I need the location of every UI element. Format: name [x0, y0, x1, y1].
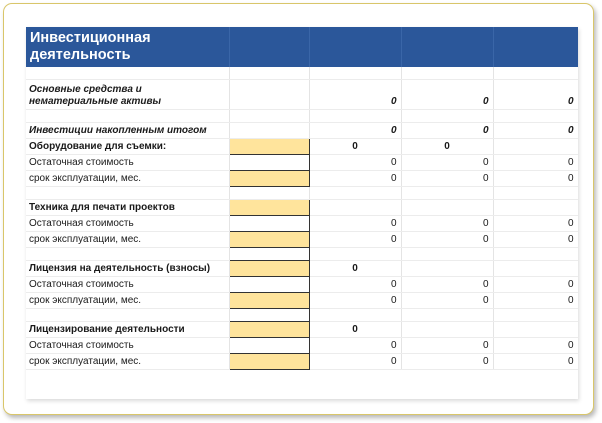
- value-cell: 0: [401, 338, 493, 354]
- value-cell: 0: [401, 293, 493, 309]
- input-cell[interactable]: [229, 171, 309, 187]
- investment-table: [26, 27, 578, 370]
- empty-cell: [26, 110, 229, 123]
- empty-cell: [229, 187, 309, 200]
- row-label: срок эксплуатации, мес.: [26, 232, 229, 248]
- value-cell: 0: [493, 293, 578, 309]
- empty-cell: [309, 309, 401, 322]
- row-label: Остаточная стоимость: [26, 155, 229, 171]
- value-cell: 0: [493, 277, 578, 293]
- input-cell[interactable]: [229, 200, 309, 216]
- spacer-row: [26, 110, 578, 123]
- spacer-row: [26, 309, 578, 322]
- empty-cell: [309, 67, 401, 80]
- value-cell: [309, 200, 401, 216]
- empty-cell: [401, 187, 493, 200]
- spacer-row: [26, 248, 578, 261]
- input-cell[interactable]: [229, 338, 309, 354]
- row-label: Остаточная стоимость: [26, 216, 229, 232]
- row-label: Техника для печати проектов: [26, 200, 229, 216]
- empty-cell[interactable]: [229, 248, 309, 261]
- table-row: [26, 123, 578, 139]
- value-cell: 0: [309, 322, 401, 338]
- input-cell[interactable]: [229, 139, 309, 155]
- table-row: [26, 261, 578, 277]
- value-cell: 0: [401, 354, 493, 370]
- row-label: Инвестиции накопленным итогом: [26, 123, 229, 139]
- empty-cell: [493, 248, 578, 261]
- value-cell: 0: [493, 354, 578, 370]
- input-cell[interactable]: [229, 216, 309, 232]
- input-cell[interactable]: [229, 155, 309, 171]
- value-cell: 0: [309, 80, 401, 110]
- empty-cell: [401, 309, 493, 322]
- value-cell: [401, 322, 493, 338]
- empty-cell: [26, 248, 229, 261]
- table-row: [26, 322, 578, 338]
- input-cell[interactable]: [229, 293, 309, 309]
- row-label: Лицензирование деятельности: [26, 322, 229, 338]
- value-cell: [401, 200, 493, 216]
- empty-cell: [229, 110, 309, 123]
- table-row: [26, 80, 578, 110]
- empty-cell: [493, 309, 578, 322]
- empty-cell: [493, 110, 578, 123]
- row-label: срок эксплуатации, мес.: [26, 293, 229, 309]
- input-cell[interactable]: [229, 261, 309, 277]
- input-cell[interactable]: [229, 354, 309, 370]
- value-cell: 0: [493, 338, 578, 354]
- sheet-title: Инвестиционная деятельность: [26, 27, 229, 67]
- header-row: [26, 27, 578, 67]
- value-cell: 0: [401, 123, 493, 139]
- value-cell: 0: [309, 354, 401, 370]
- table-row: [26, 139, 578, 155]
- value-cell: 0: [309, 123, 401, 139]
- spreadsheet: [26, 27, 578, 399]
- row-label: срок эксплуатации, мес.: [26, 354, 229, 370]
- table-row: [26, 338, 578, 354]
- value-cell: 0: [309, 155, 401, 171]
- empty-cell: [309, 248, 401, 261]
- value-cell: 0: [493, 171, 578, 187]
- value-cell: 0: [401, 139, 493, 155]
- spacer-row: [26, 67, 578, 80]
- empty-cell: [401, 67, 493, 80]
- header-cell: [309, 27, 401, 67]
- input-cell[interactable]: [229, 232, 309, 248]
- value-cell: 0: [309, 338, 401, 354]
- empty-cell: [26, 67, 229, 80]
- table-row: [26, 354, 578, 370]
- value-cell: [401, 261, 493, 277]
- value-cell: 0: [401, 232, 493, 248]
- value-cell: 0: [493, 232, 578, 248]
- value-cell: 0: [493, 80, 578, 110]
- spacer-row: [26, 187, 578, 200]
- row-label: Оборудование для съемки:: [26, 139, 229, 155]
- header-cell: [401, 27, 493, 67]
- empty-cell: [493, 67, 578, 80]
- empty-cell: [229, 80, 309, 110]
- empty-cell: [26, 187, 229, 200]
- value-cell: 0: [401, 155, 493, 171]
- empty-cell[interactable]: [229, 309, 309, 322]
- row-label: Остаточная стоимость: [26, 277, 229, 293]
- empty-cell: [309, 187, 401, 200]
- input-cell[interactable]: [229, 277, 309, 293]
- value-cell: 0: [493, 155, 578, 171]
- value-cell: 0: [493, 123, 578, 139]
- value-cell: 0: [309, 293, 401, 309]
- table-row: [26, 200, 578, 216]
- value-cell: [493, 261, 578, 277]
- value-cell: [493, 200, 578, 216]
- value-cell: [493, 322, 578, 338]
- table-row: [26, 155, 578, 171]
- table-row: [26, 232, 578, 248]
- window-frame: [3, 3, 594, 415]
- value-cell: 0: [401, 80, 493, 110]
- header-cell: [493, 27, 578, 67]
- value-cell: 0: [309, 277, 401, 293]
- value-cell: 0: [309, 261, 401, 277]
- row-label: срок эксплуатации, мес.: [26, 171, 229, 187]
- empty-cell: [26, 309, 229, 322]
- empty-cell: [229, 123, 309, 139]
- row-label: Основные средства и нематериальные активы: [26, 80, 229, 110]
- value-cell: 0: [401, 171, 493, 187]
- table-row: [26, 171, 578, 187]
- value-cell: 0: [309, 232, 401, 248]
- value-cell: 0: [309, 216, 401, 232]
- value-cell: [493, 139, 578, 155]
- empty-cell: [229, 67, 309, 80]
- empty-cell: [493, 187, 578, 200]
- table-row: [26, 216, 578, 232]
- empty-cell: [309, 110, 401, 123]
- value-cell: 0: [401, 216, 493, 232]
- row-label: Остаточная стоимость: [26, 338, 229, 354]
- empty-cell: [401, 110, 493, 123]
- table-row: [26, 277, 578, 293]
- header-cell: [229, 27, 309, 67]
- row-label: Лицензия на деятельность (взносы): [26, 261, 229, 277]
- value-cell: 0: [309, 139, 401, 155]
- value-cell: 0: [401, 277, 493, 293]
- table-row: [26, 293, 578, 309]
- input-cell[interactable]: [229, 322, 309, 338]
- value-cell: 0: [493, 216, 578, 232]
- empty-cell: [401, 248, 493, 261]
- value-cell: 0: [309, 171, 401, 187]
